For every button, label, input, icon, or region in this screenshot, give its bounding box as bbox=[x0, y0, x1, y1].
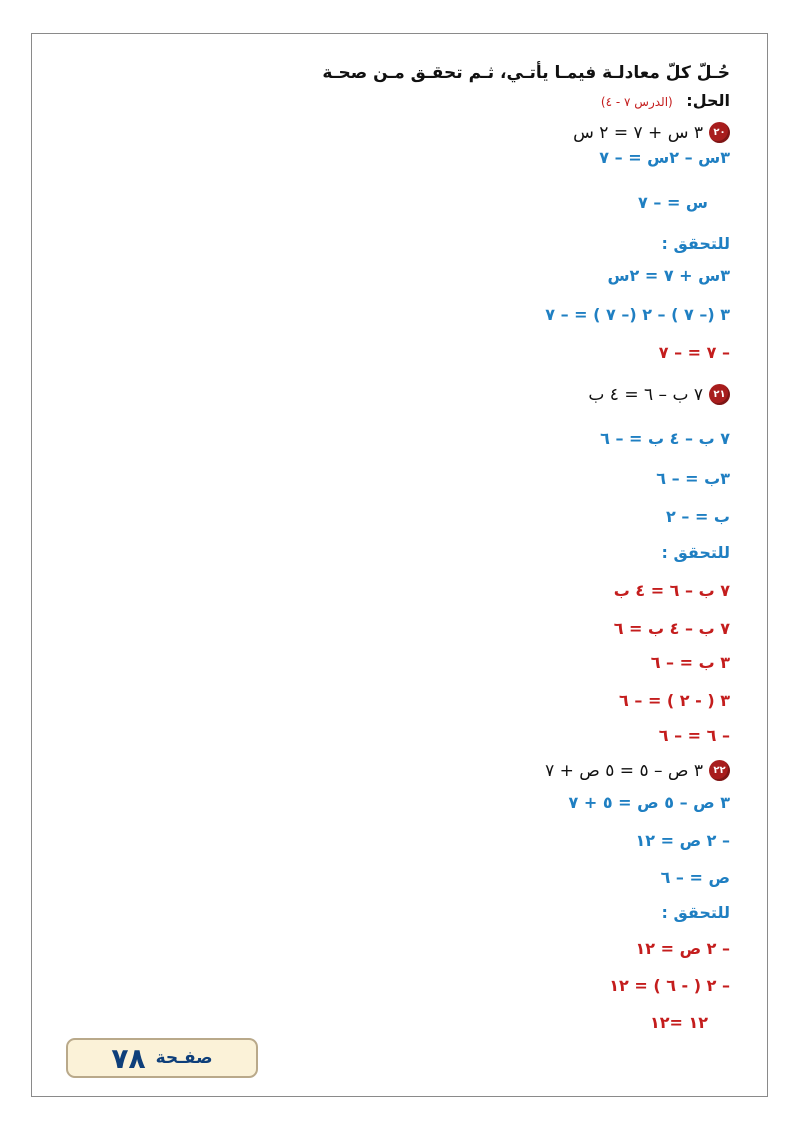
solution-header bbox=[601, 90, 730, 113]
problem-equation: ٧ ب – ٦ = ٤ ب bbox=[588, 384, 703, 405]
step-line: ٣س – ٢س = – ٧ bbox=[599, 148, 730, 167]
step-line: ص = – ٦ bbox=[660, 868, 730, 887]
check-line: ١٢ =١٢ bbox=[649, 1013, 708, 1032]
check-label: للتحقق : bbox=[661, 903, 730, 922]
check-label: للتحقق : bbox=[661, 543, 730, 562]
check-line: ٣ ب = – ٦ bbox=[650, 653, 730, 672]
check-line: ٣ (– ٧ ) – ٢ (– ٧ ) = – ٧ bbox=[545, 305, 730, 324]
problem-22 bbox=[545, 760, 730, 781]
problem-number-badge: ٢٠ bbox=[709, 122, 730, 143]
problem-number-badge: ٢٢ bbox=[709, 760, 730, 781]
problem-number-badge: ٢١ bbox=[709, 384, 730, 405]
step-line: ٣ ص – ٥ ص = ٥ + ٧ bbox=[568, 793, 730, 812]
check-line: – ٢ ( - ٦ ) = ١٢ bbox=[609, 976, 730, 995]
check-line: ٧ ب – ٦ = ٤ ب bbox=[613, 581, 730, 600]
solution-label: الحل: bbox=[686, 91, 730, 110]
lesson-reference: (الدرس ٧ - ٤) bbox=[600, 95, 673, 109]
check-line: ٣س + ٧ = ٢س bbox=[607, 266, 730, 285]
check-line: ٣ ( - ٢ ) = – ٦ bbox=[619, 691, 730, 710]
problem-equation: ٣ ص – ٥ = ٥ ص + ٧ bbox=[545, 760, 703, 781]
page-number: ٧٨ bbox=[111, 1041, 146, 1075]
instruction-text: حُـلّ كلّ معادلـة فيمـا يأتـي، ثـم تحقـق مـن صحـة bbox=[322, 63, 730, 83]
page-label: صفـحة bbox=[155, 1048, 213, 1068]
step-line: ٣ب = – ٦ bbox=[656, 469, 730, 488]
step-line: ب = – ٢ bbox=[666, 507, 730, 526]
step-line: – ٢ ص = ١٢ bbox=[635, 831, 730, 850]
problem-20 bbox=[573, 122, 730, 143]
check-line: ٧ ب – ٤ ب = ٦ bbox=[613, 619, 730, 638]
problem-equation: ٣ س + ٧ = ٢ س bbox=[573, 122, 703, 143]
check-line: – ٧ = – ٧ bbox=[658, 343, 730, 362]
step-line: س = – ٧ bbox=[638, 193, 708, 212]
problem-21 bbox=[588, 384, 730, 405]
step-line: ٧ ب – ٤ ب = – ٦ bbox=[600, 429, 730, 448]
check-line: – ٢ ص = ١٢ bbox=[635, 939, 730, 958]
check-line: – ٦ = – ٦ bbox=[658, 726, 730, 745]
page-number-box bbox=[66, 1038, 258, 1078]
check-label: للتحقق : bbox=[661, 234, 730, 253]
